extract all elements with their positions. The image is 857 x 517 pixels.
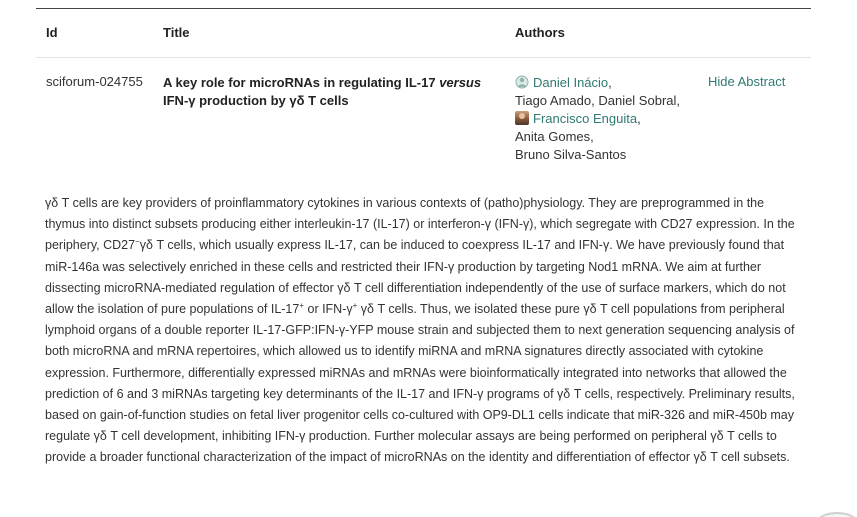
author-names: Anita Gomes,: [515, 129, 594, 144]
paper-title: A key role for microRNAs in regulating IL-17 versus IFN-γ production by γδ T cells: [163, 75, 482, 108]
abstract-text: γδ T cells are key providers of proinflammatory cytokines in various contexts of (patho)physiology. They are preprogrammed in the thymus into distinct subsets producing either interleukin-17 (IL-17) or interferon-γ (IFN-γ), which segregate with CD27 expression. In the periphery, CD27−γδ T cells, which usually express IL-17, can be induced to coexpress IL-17 and IFN-γ. We have previously found that miR-146a was selectively enriched in these cells and restricted their IFN-γ production by targeting Nod1 mRNA. We aim at further dissecting microRNA-mediated regulation of effector γδ T cell differentiation independently of the use of surface markers, which do not allow the isolation of pure populations of IL-17+ or IFN-γ+ γδ T cells. Thus, we isolated these pure γδ T cell populations from peripheral lymphoid organs of a double reporter IL-17-GFP:IFN-γ-YFP mouse strain and subjected them to next generation sequencing analysis of both microRNA and mRNA repertoires, which allowed us to identify miRNA and mRNA signatures directly associated with cytokine expression. Furthermore, differentially expressed miRNAs and mRNAs were bioinformatically integrated into networks that allowed the prediction of 6 and 3 miRNAs targeting key determinants of the IL-17 and IFN-γ programs of γδ T cells, respectively. Preliminary results, based on gain-of-function studies on fetal liver progenitor cells co-cultured with OP9-DL1 cells indicate that miR-326 and miR-450b may regulate γδ T cell development, inhibiting IFN-γ production. Further molecular assays are being performed on peripheral γδ T cells to provide a broader functional characterization of the impact of microRNAs on the identity and differentiation of effector γδ T cell subsets.: [45, 196, 795, 465]
author-link-daniel-inacio[interactable]: Daniel Inácio: [533, 75, 609, 90]
paper-id: sciforum-024755: [46, 74, 143, 89]
table-row: [36, 58, 811, 178]
author-names: Tiago Amado, Daniel Sobral,: [515, 93, 681, 108]
author-names: Bruno Silva-Santos: [515, 147, 627, 162]
user-photo-icon: [515, 111, 529, 125]
scroll-to-top-button[interactable]: [815, 512, 857, 517]
author-link-francisco-enguita[interactable]: Francisco Enguita: [533, 111, 638, 126]
author-list: [515, 74, 705, 164]
column-header-id: Id: [46, 25, 58, 40]
hide-abstract-link[interactable]: Hide Abstract: [708, 74, 786, 89]
author-line: Daniel Inácio,: [515, 74, 705, 92]
table-header-row: [36, 9, 811, 58]
column-header-authors: Authors: [515, 25, 565, 40]
author-line: Francisco Enguita,: [515, 110, 705, 128]
orcid-icon: [515, 75, 529, 89]
column-header-title: Title: [163, 25, 190, 40]
